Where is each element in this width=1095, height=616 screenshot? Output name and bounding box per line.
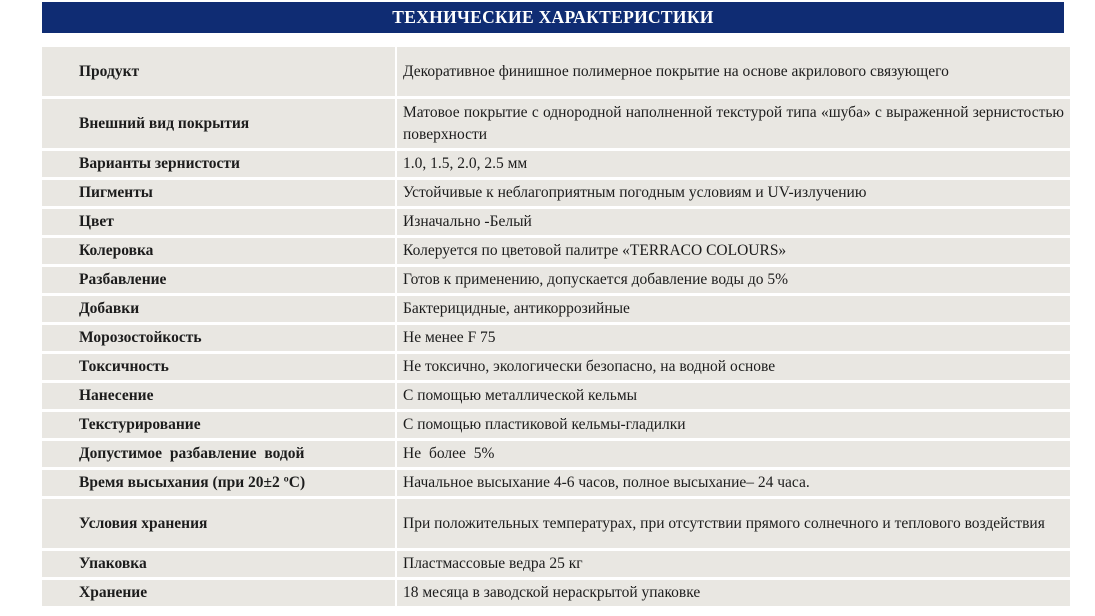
spec-label: Токсичность	[42, 354, 397, 380]
table-row	[42, 412, 1070, 438]
spec-label: Варианты зернистости	[42, 151, 397, 177]
table-row	[42, 325, 1070, 351]
spec-value: С помощью пластиковой кельмы-гладилки	[397, 412, 1070, 438]
spec-value: Не токсично, экологически безопасно, на водной основе	[397, 354, 1070, 380]
spec-label: Разбавление	[42, 267, 397, 293]
spec-label: Добавки	[42, 296, 397, 322]
spec-value: Начальное высыхание 4-6 часов, полное высыхание– 24 часа.	[397, 470, 1070, 496]
spec-value: Не более 5%	[397, 441, 1070, 467]
table-row	[42, 209, 1070, 235]
spec-value: Матовое покрытие с однородной наполненной текстурой типа «шуба» с выраженной зернистостью поверхности	[397, 99, 1070, 148]
spec-value: Не менее F 75	[397, 325, 1070, 351]
specifications-table	[42, 44, 1070, 609]
spec-value: Изначально -Белый	[397, 209, 1070, 235]
spec-value: Пластмассовые ведра 25 кг	[397, 551, 1070, 577]
table-row	[42, 296, 1070, 322]
table-row	[42, 441, 1070, 467]
table-row	[42, 180, 1070, 206]
spec-value: Устойчивые к неблагоприятным погодным условиям и UV-излучению	[397, 180, 1070, 206]
table-row	[42, 551, 1070, 577]
spec-label: Текстурирование	[42, 412, 397, 438]
spec-value: Бактерицидные, антикоррозийные	[397, 296, 1070, 322]
spec-value: Декоративное финишное полимерное покрытие на основе акрилового связующего	[397, 47, 1070, 96]
spec-value: 1.0, 1.5, 2.0, 2.5 мм	[397, 151, 1070, 177]
section-title: ТЕХНИЧЕСКИЕ ХАРАКТЕРИСТИКИ	[392, 7, 714, 27]
spec-value: 18 месяца в заводской нераскрытой упаковке	[397, 580, 1070, 606]
table-row	[42, 151, 1070, 177]
table-row	[42, 354, 1070, 380]
table-row	[42, 238, 1070, 264]
table-row	[42, 499, 1070, 548]
section-title-banner	[42, 2, 1064, 33]
table-row	[42, 267, 1070, 293]
table-row	[42, 580, 1070, 606]
spec-label: Условия хранения	[42, 499, 397, 548]
table-row	[42, 383, 1070, 409]
spec-value: Колеруется по цветовой палитре «TERRACO COLOURS»	[397, 238, 1070, 264]
spec-label: Упаковка	[42, 551, 397, 577]
table-row	[42, 470, 1070, 496]
spec-label: Продукт	[42, 47, 397, 96]
spec-label: Морозостойкость	[42, 325, 397, 351]
spec-label: Время высыхания (при 20±2 ºC)	[42, 470, 397, 496]
spec-label: Колеровка	[42, 238, 397, 264]
table-row	[42, 47, 1070, 96]
spec-label: Пигменты	[42, 180, 397, 206]
spec-value: С помощью металлической кельмы	[397, 383, 1070, 409]
spec-value: При положительных температурах, при отсутствии прямого солнечного и теплового воздействия	[397, 499, 1070, 548]
spec-value: Готов к применению, допускается добавление воды до 5%	[397, 267, 1070, 293]
table-row	[42, 99, 1070, 148]
spec-label: Допустимое разбавление водой	[42, 441, 397, 467]
spec-label: Хранение	[42, 580, 397, 606]
spec-label: Цвет	[42, 209, 397, 235]
spec-label: Нанесение	[42, 383, 397, 409]
spec-label: Внешний вид покрытия	[42, 99, 397, 148]
